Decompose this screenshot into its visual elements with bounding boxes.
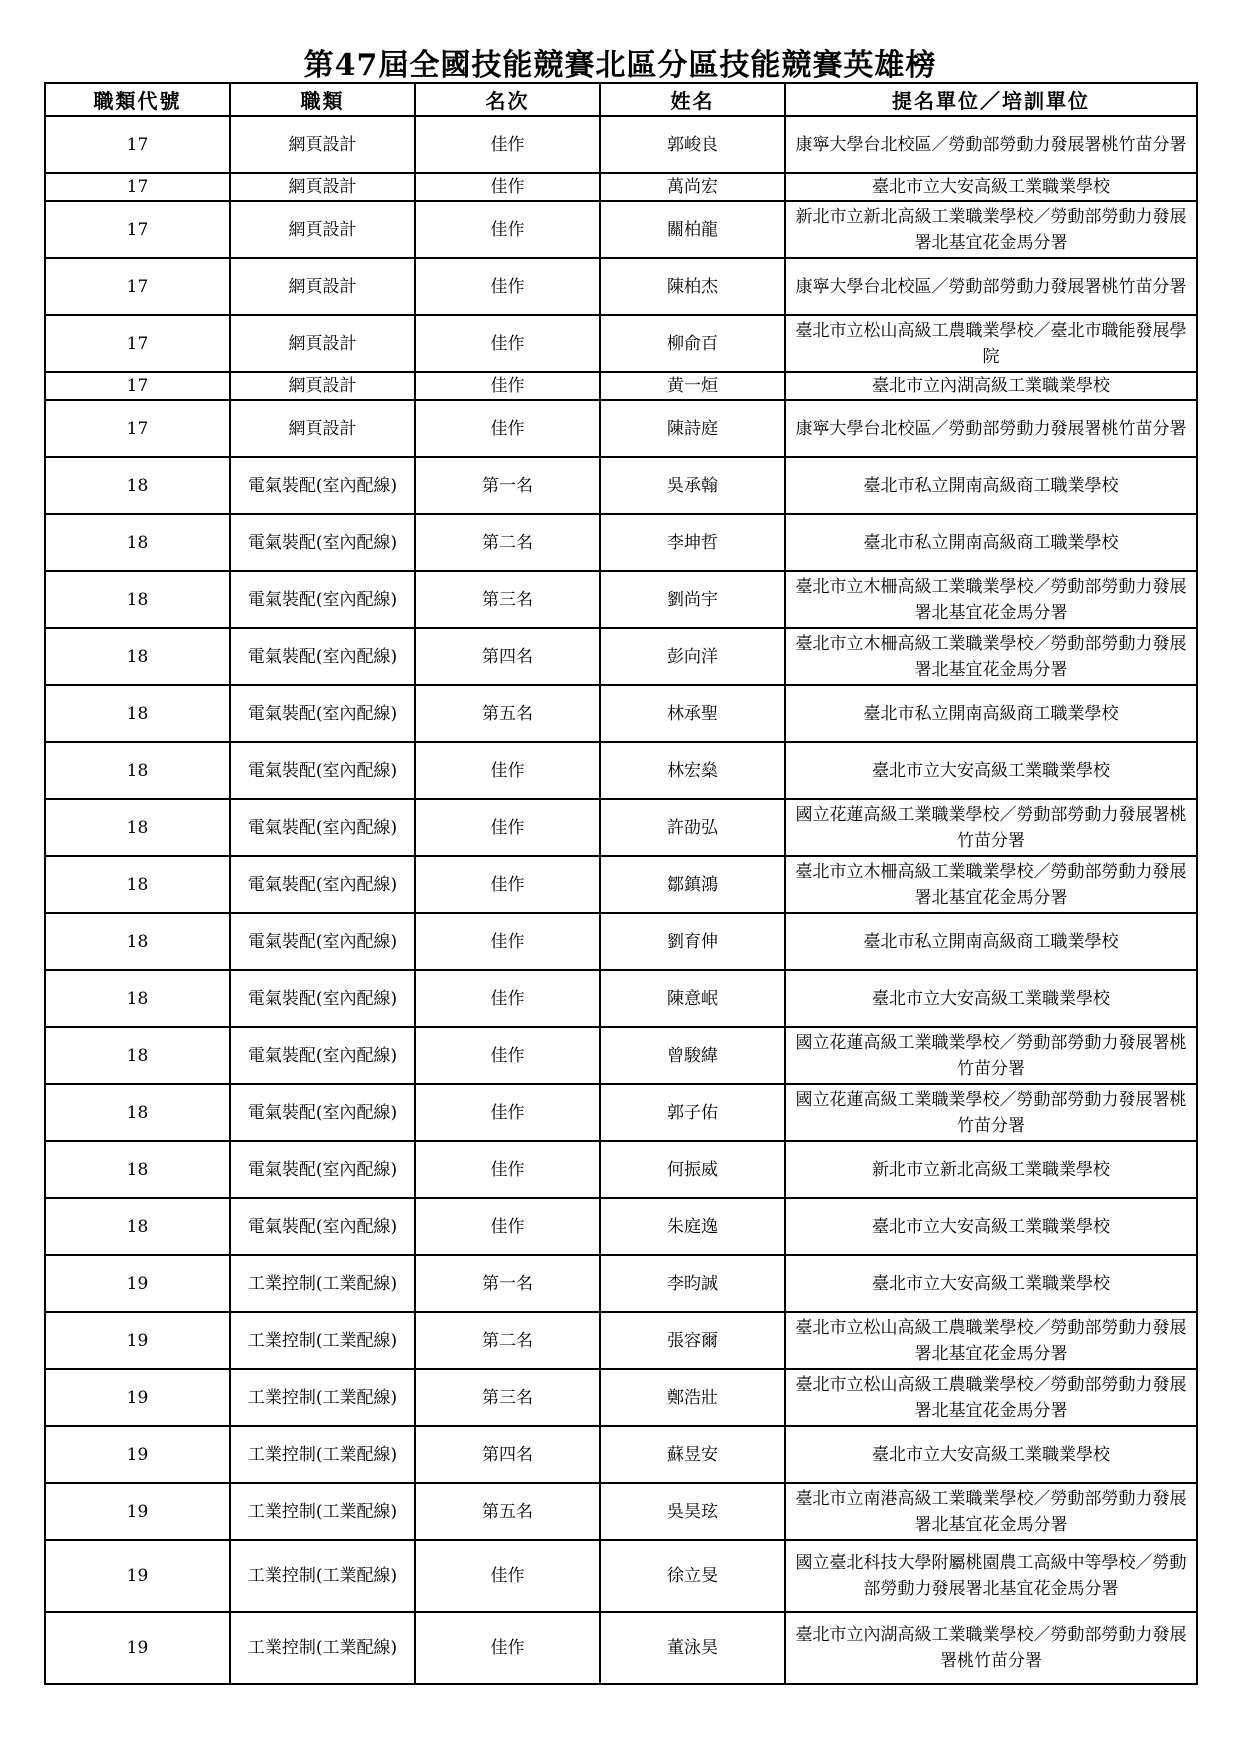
table-row [45,315,1197,372]
category-cell: 電氣裝配(室內配線) [230,1141,415,1198]
category-cell: 電氣裝配(室內配線) [230,628,415,685]
rank-cell: 佳作 [415,970,600,1027]
code-cell: 19 [45,1612,230,1684]
name-cell: 蘇昱安 [600,1426,785,1483]
code-cell: 17 [45,400,230,457]
name-cell: 徐立旻 [600,1540,785,1612]
column-header-code: 職類代號 [45,83,230,116]
name-cell: 柳俞百 [600,315,785,372]
category-cell: 電氣裝配(室內配線) [230,1084,415,1141]
name-cell: 陳柏杰 [600,258,785,315]
code-cell: 19 [45,1426,230,1483]
rank-cell: 第二名 [415,1312,600,1369]
table-row [45,201,1197,258]
category-cell: 工業控制(工業配線) [230,1426,415,1483]
table-row [45,571,1197,628]
table-row [45,1312,1197,1369]
code-cell: 18 [45,970,230,1027]
name-cell: 吳昊玹 [600,1483,785,1540]
name-cell: 劉育伸 [600,913,785,970]
name-cell: 郭峻良 [600,116,785,173]
unit-cell: 臺北市立木柵高級工業職業學校／勞動部勞動力發展署北基宜花金馬分署 [785,628,1197,685]
table-row [45,1027,1197,1084]
unit-cell: 國立花蓮高級工業職業學校／勞動部勞動力發展署桃竹苗分署 [785,1084,1197,1141]
unit-cell: 臺北市立大安高級工業職業學校 [785,173,1197,201]
unit-cell: 新北市立新北高級工業職業學校 [785,1141,1197,1198]
name-cell: 朱庭逸 [600,1198,785,1255]
table-row [45,173,1197,201]
unit-cell: 臺北市私立開南高級商工職業學校 [785,514,1197,571]
unit-cell: 國立臺北科技大學附屬桃園農工高級中等學校／勞動部勞動力發展署北基宜花金馬分署 [785,1540,1197,1612]
unit-cell: 臺北市私立開南高級商工職業學校 [785,913,1197,970]
category-cell: 網頁設計 [230,315,415,372]
category-cell: 網頁設計 [230,372,415,400]
category-cell: 工業控制(工業配線) [230,1483,415,1540]
table-row [45,1612,1197,1684]
name-cell: 關柏龍 [600,201,785,258]
code-cell: 18 [45,1141,230,1198]
table-row [45,742,1197,799]
name-cell: 許劭弘 [600,799,785,856]
column-header-category: 職類 [230,83,415,116]
rank-cell: 第三名 [415,571,600,628]
name-cell: 萬尚宏 [600,173,785,201]
rank-cell: 第一名 [415,1255,600,1312]
unit-cell: 臺北市立大安高級工業職業學校 [785,742,1197,799]
column-header-rank: 名次 [415,83,600,116]
unit-cell: 臺北市私立開南高級商工職業學校 [785,457,1197,514]
table-row [45,1084,1197,1141]
table-row [45,628,1197,685]
unit-cell: 新北市立新北高級工業職業學校／勞動部勞動力發展署北基宜花金馬分署 [785,201,1197,258]
rank-cell: 佳作 [415,372,600,400]
rank-cell: 第二名 [415,514,600,571]
name-cell: 董泳昊 [600,1612,785,1684]
category-cell: 電氣裝配(室內配線) [230,1027,415,1084]
table-row [45,258,1197,315]
code-cell: 18 [45,457,230,514]
column-header-name: 姓名 [600,83,785,116]
name-cell: 曾駿緯 [600,1027,785,1084]
table-row [45,913,1197,970]
category-cell: 電氣裝配(室內配線) [230,913,415,970]
category-cell: 網頁設計 [230,201,415,258]
rank-cell: 第三名 [415,1369,600,1426]
unit-cell: 臺北市立木柵高級工業職業學校／勞動部勞動力發展署北基宜花金馬分署 [785,571,1197,628]
name-cell: 何振威 [600,1141,785,1198]
rank-cell: 佳作 [415,913,600,970]
category-cell: 工業控制(工業配線) [230,1612,415,1684]
table-row [45,457,1197,514]
table-row [45,1255,1197,1312]
unit-cell: 臺北市立大安高級工業職業學校 [785,1255,1197,1312]
unit-cell: 康寧大學台北校區／勞動部勞動力發展署桃竹苗分署 [785,400,1197,457]
table-row [45,685,1197,742]
unit-cell: 臺北市立松山高級工農職業學校／勞動部勞動力發展署北基宜花金馬分署 [785,1312,1197,1369]
name-cell: 劉尚宇 [600,571,785,628]
rank-cell: 第一名 [415,457,600,514]
table-row [45,372,1197,400]
unit-cell: 國立花蓮高級工業職業學校／勞動部勞動力發展署桃竹苗分署 [785,1027,1197,1084]
code-cell: 18 [45,628,230,685]
code-cell: 17 [45,201,230,258]
code-cell: 17 [45,116,230,173]
table-row [45,400,1197,457]
code-cell: 19 [45,1540,230,1612]
table-row [45,1141,1197,1198]
unit-cell: 臺北市立大安高級工業職業學校 [785,970,1197,1027]
name-cell: 林宏燊 [600,742,785,799]
rank-cell: 佳作 [415,173,600,201]
code-cell: 18 [45,913,230,970]
rank-cell: 第四名 [415,1426,600,1483]
table-row [45,856,1197,913]
table-row [45,1198,1197,1255]
table-header-row [45,83,1197,116]
code-cell: 19 [45,1483,230,1540]
category-cell: 電氣裝配(室內配線) [230,514,415,571]
rank-cell: 佳作 [415,1027,600,1084]
rank-cell: 佳作 [415,1141,600,1198]
column-header-unit: 提名單位／培訓單位 [785,83,1197,116]
table-body [45,116,1197,1684]
name-cell: 吳承翰 [600,457,785,514]
category-cell: 電氣裝配(室內配線) [230,571,415,628]
rank-cell: 佳作 [415,1084,600,1141]
rank-cell: 佳作 [415,116,600,173]
page-title: 第47屆全國技能競賽北區分區技能競賽英雄榜 [303,48,937,83]
code-cell: 18 [45,1027,230,1084]
unit-cell: 國立花蓮高級工業職業學校／勞動部勞動力發展署桃竹苗分署 [785,799,1197,856]
unit-cell: 臺北市立大安高級工業職業學校 [785,1426,1197,1483]
category-cell: 網頁設計 [230,258,415,315]
code-cell: 19 [45,1255,230,1312]
category-cell: 電氣裝配(室內配線) [230,970,415,1027]
code-cell: 17 [45,315,230,372]
category-cell: 電氣裝配(室內配線) [230,685,415,742]
category-cell: 電氣裝配(室內配線) [230,1198,415,1255]
name-cell: 鄭浩壯 [600,1369,785,1426]
rank-cell: 佳作 [415,1612,600,1684]
category-cell: 電氣裝配(室內配線) [230,457,415,514]
table-row [45,1369,1197,1426]
code-cell: 18 [45,571,230,628]
rank-cell: 佳作 [415,856,600,913]
hero-roster-table [44,82,1198,1685]
code-cell: 18 [45,514,230,571]
table-row [45,514,1197,571]
code-cell: 19 [45,1369,230,1426]
rank-cell: 佳作 [415,1198,600,1255]
code-cell: 18 [45,685,230,742]
rank-cell: 佳作 [415,742,600,799]
unit-cell: 臺北市立木柵高級工業職業學校／勞動部勞動力發展署北基宜花金馬分署 [785,856,1197,913]
rank-cell: 佳作 [415,1540,600,1612]
unit-cell: 康寧大學台北校區／勞動部勞動力發展署桃竹苗分署 [785,116,1197,173]
code-cell: 18 [45,742,230,799]
table-row [45,799,1197,856]
code-cell: 18 [45,799,230,856]
rank-cell: 佳作 [415,799,600,856]
category-cell: 工業控制(工業配線) [230,1369,415,1426]
table-row [45,1426,1197,1483]
category-cell: 電氣裝配(室內配線) [230,799,415,856]
code-cell: 17 [45,372,230,400]
name-cell: 陳詩庭 [600,400,785,457]
rank-cell: 佳作 [415,258,600,315]
rank-cell: 佳作 [415,201,600,258]
rank-cell: 第五名 [415,1483,600,1540]
name-cell: 李坤哲 [600,514,785,571]
name-cell: 鄒鎮鴻 [600,856,785,913]
code-cell: 18 [45,1198,230,1255]
name-cell: 林承聖 [600,685,785,742]
category-cell: 網頁設計 [230,400,415,457]
rank-cell: 第五名 [415,685,600,742]
rank-cell: 佳作 [415,400,600,457]
unit-cell: 臺北市立南港高級工業職業學校／勞動部勞動力發展署北基宜花金馬分署 [785,1483,1197,1540]
category-cell: 工業控制(工業配線) [230,1312,415,1369]
category-cell: 工業控制(工業配線) [230,1540,415,1612]
rank-cell: 佳作 [415,315,600,372]
category-cell: 網頁設計 [230,116,415,173]
code-cell: 18 [45,1084,230,1141]
category-cell: 電氣裝配(室內配線) [230,742,415,799]
table-row [45,1483,1197,1540]
table-row [45,1540,1197,1612]
unit-cell: 康寧大學台北校區／勞動部勞動力發展署桃竹苗分署 [785,258,1197,315]
name-cell: 彭向洋 [600,628,785,685]
code-cell: 17 [45,258,230,315]
code-cell: 19 [45,1312,230,1369]
unit-cell: 臺北市立松山高級工農職業學校／臺北市職能發展學院 [785,315,1197,372]
table-row [45,970,1197,1027]
unit-cell: 臺北市私立開南高級商工職業學校 [785,685,1197,742]
name-cell: 郭子佑 [600,1084,785,1141]
name-cell: 陳意岷 [600,970,785,1027]
unit-cell: 臺北市立大安高級工業職業學校 [785,1198,1197,1255]
unit-cell: 臺北市立內湖高級工業職業學校／勞動部勞動力發展署桃竹苗分署 [785,1612,1197,1684]
name-cell: 黄一烜 [600,372,785,400]
category-cell: 網頁設計 [230,173,415,201]
name-cell: 李昀誠 [600,1255,785,1312]
rank-cell: 第四名 [415,628,600,685]
name-cell: 張容爾 [600,1312,785,1369]
category-cell: 電氣裝配(室內配線) [230,856,415,913]
unit-cell: 臺北市立松山高級工農職業學校／勞動部勞動力發展署北基宜花金馬分署 [785,1369,1197,1426]
category-cell: 工業控制(工業配線) [230,1255,415,1312]
code-cell: 17 [45,173,230,201]
unit-cell: 臺北市立內湖高級工業職業學校 [785,372,1197,400]
code-cell: 18 [45,856,230,913]
table-row [45,116,1197,173]
